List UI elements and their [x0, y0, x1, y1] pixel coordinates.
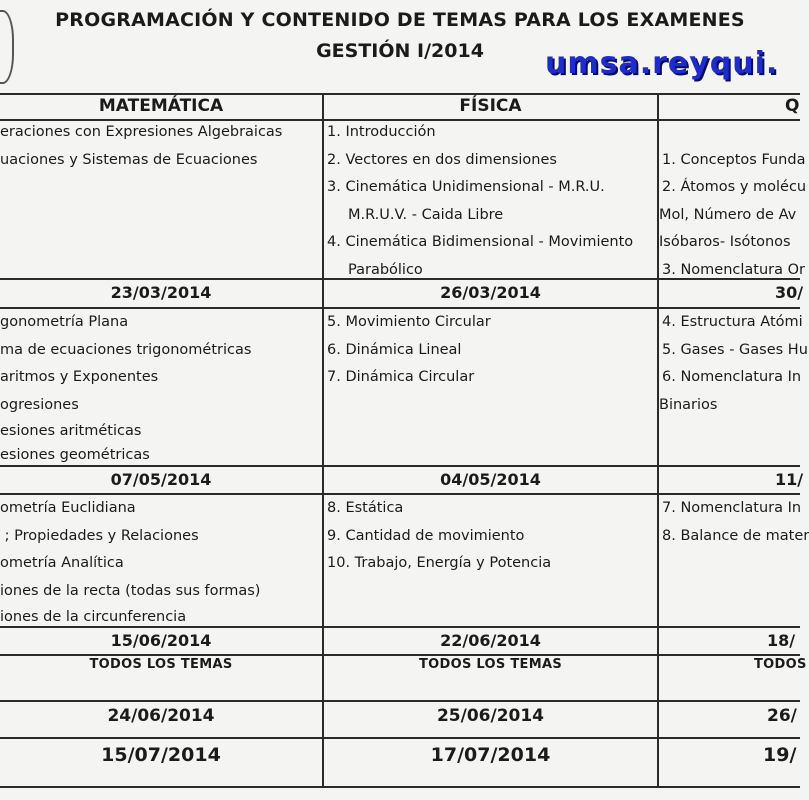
- final-date-quimica: 26/: [767, 706, 797, 726]
- topic-item: [662, 119, 800, 147]
- topic-item: esiones aritméticas: [0, 423, 142, 439]
- topic-item: 8. Estática: [327, 500, 404, 516]
- final-label-matematica: TODOS LOS TEMAS: [89, 657, 233, 672]
- column-header-quimica: Q: [785, 96, 800, 116]
- column-header-fisica: FÍSICA: [459, 96, 522, 116]
- topics-exam1-fisica: [327, 119, 657, 277]
- topics-exam2-fisica: [327, 309, 657, 465]
- topic-item: iones de la recta (todas sus formas): [0, 582, 261, 599]
- exam3-date-fisica: 22/06/2014: [440, 631, 541, 650]
- topic-item: 8. Balance de mater: [662, 527, 809, 544]
- topic-item: ometría Euclidiana: [0, 500, 136, 516]
- topic-item: ; Propiedades y Relaciones: [0, 527, 199, 544]
- topics-exam2-matematica: [0, 309, 322, 465]
- topics-exam2-quimica: [659, 309, 808, 465]
- grid-line: [0, 786, 800, 788]
- topic-item: M.R.U.V. - Caida Libre: [348, 206, 504, 223]
- topic-item: ogresiones: [0, 396, 79, 413]
- exam2-date-fisica: 04/05/2014: [440, 470, 541, 489]
- topic-item: 6. Nomenclatura In: [662, 369, 802, 385]
- topic-item: Isóbaros- Isótonos: [659, 234, 791, 250]
- topic-item: eraciones con Expresiones Algebraicas: [0, 124, 283, 140]
- topic-item: 6. Dinámica Lineal: [327, 341, 462, 358]
- topic-item: 7. Dinámica Circular: [327, 369, 475, 385]
- topic-item: 7. Nomenclatura In: [662, 500, 802, 516]
- topic-item: 4. Cinemática Bidimensional - Movimiento: [327, 234, 634, 250]
- page-subtitle: GESTIÓN I/2014: [316, 40, 484, 62]
- topics-exam3-fisica: [327, 495, 657, 626]
- grid-line: [322, 93, 324, 788]
- topic-item: iones de la circunferencia: [0, 609, 187, 625]
- topic-item: Mol, Número de Av: [659, 206, 797, 223]
- exam1-date-fisica: 26/03/2014: [440, 283, 541, 302]
- topic-item: 5. Gases - Gases Hu: [662, 341, 808, 358]
- page-title: PROGRAMACIÓN Y CONTENIDO DE TEMAS PARA LOS EXAMENES: [55, 9, 745, 31]
- topic-item: esiones geométricas: [0, 447, 150, 463]
- final-date-fisica: 25/06/2014: [436, 706, 545, 726]
- topic-item: 2. Vectores en dos dimensiones: [327, 151, 557, 168]
- grid-line: [657, 93, 659, 788]
- topic-item: aritmos y Exponentes: [0, 369, 159, 385]
- topic-item: 1. Conceptos Funda: [662, 151, 806, 168]
- topic-item: 3. Nomenclatura Or: [662, 261, 805, 278]
- final-label-quimica: TODOS: [754, 657, 807, 672]
- topic-item: 2. Átomos y molécu: [662, 179, 807, 195]
- exam3-date-quimica: 18/: [767, 631, 796, 650]
- exam1-date-quimica: 30/: [775, 283, 804, 302]
- topic-item: ma de ecuaciones trigonométricas: [0, 341, 252, 358]
- topic-item: 10. Trabajo, Energía y Potencia: [327, 555, 552, 571]
- recovery-date-matematica: 15/07/2014: [101, 744, 221, 766]
- watermark: umsa.reyqui.: [545, 46, 779, 81]
- topics-exam3-quimica: [662, 495, 809, 626]
- topics-exam1-matematica: [0, 119, 322, 277]
- grid-line: [0, 654, 800, 656]
- topic-item: 4. Estructura Atómi: [662, 314, 803, 330]
- topic-item: uaciones y Sistemas de Ecuaciones: [0, 151, 258, 168]
- topic-item: Parabólico: [348, 261, 423, 278]
- recovery-date-quimica: 19/: [763, 744, 797, 766]
- grid-line: [0, 700, 800, 702]
- topic-item: ometría Analítica: [0, 555, 124, 571]
- topic-item: 1. Introducción: [327, 124, 436, 140]
- topics-exam1-quimica: [659, 119, 807, 278]
- exam2-date-quimica: 11/: [775, 470, 804, 489]
- exam1-date-matematica: 23/03/2014: [110, 283, 212, 302]
- exam3-date-matematica: 15/06/2014: [110, 631, 212, 650]
- topics-exam3-matematica: [0, 495, 322, 626]
- grid-line: [0, 93, 800, 95]
- recovery-date-fisica: 17/07/2014: [430, 744, 551, 766]
- topic-item: 5. Movimiento Circular: [327, 314, 491, 330]
- grid-line: [0, 737, 800, 739]
- topic-item: gonometría Plana: [0, 314, 129, 330]
- final-label-fisica: TODOS LOS TEMAS: [418, 657, 563, 672]
- topic-item: 3. Cinemática Unidimensional - M.R.U.: [327, 179, 605, 195]
- topic-item: 9. Cantidad de movimiento: [327, 527, 525, 544]
- column-header-matematica: MATEMÁTICA: [98, 96, 224, 116]
- exam2-date-matematica: 07/05/2014: [110, 470, 212, 489]
- topic-item: Binarios: [659, 396, 718, 413]
- final-date-matematica: 24/06/2014: [107, 706, 215, 726]
